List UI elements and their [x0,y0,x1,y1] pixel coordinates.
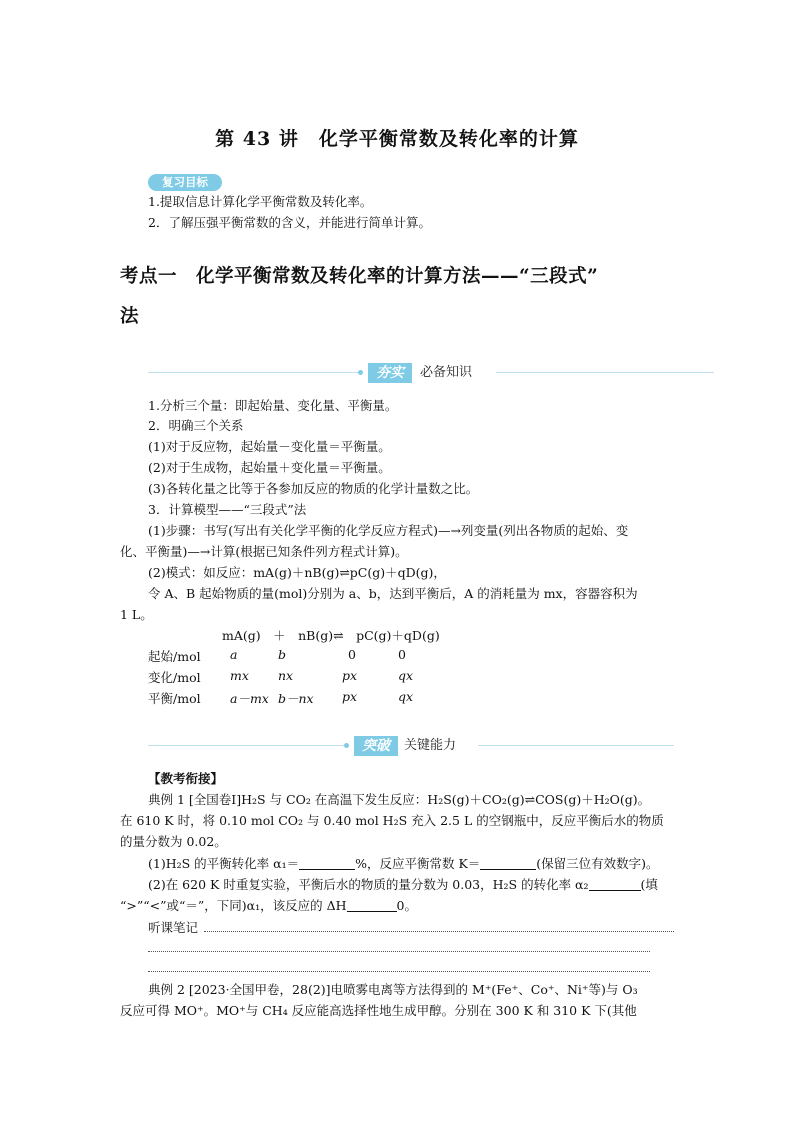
banner-rule-right [496,372,714,373]
cell-initial-c: 0 [348,647,356,662]
q1-text-c: (保留三位有效数字)。 [536,856,659,871]
knowledge-line-7: (1)步骤：书写(写出有关化学平衡的化学反应方程式)—→列变量(列出各物质的起始、变 [148,523,629,538]
essential-knowledge-banner [148,362,714,384]
cell-eq-b: b－nx [278,691,314,706]
objective-1: 1.提取信息计算化学平衡常数及转化率。 [148,194,373,209]
notes-line-2[interactable] [148,951,650,952]
knowledge-line-4: (2)对于生成物，起始量＋变化量＝平衡量。 [148,460,391,475]
answer-blank-alpha2[interactable] [589,878,641,891]
notes-line-1[interactable] [204,931,674,932]
knowledge-line-8: 化、平衡量)—→计算(根据已知条件列方程式计算)。 [120,544,408,559]
review-objectives-badge: 复习目标 [148,174,222,191]
banner2-text: 关键能力 [404,738,457,753]
knowledge-line-3: (1)对于反应物，起始量－变化量＝平衡量。 [148,439,391,454]
example2-line-2: 反应可得 MO⁺。MO⁺与 CH₄ 反应能高选择性地生成甲醇。分别在 300 K 和 310 K 下(其他 [120,1003,637,1018]
cell-eq-c: px [342,689,358,704]
cell-eq-d: qx [398,689,414,704]
example1-question-1 [148,854,659,874]
cell-change-b: nx [278,668,294,683]
cell-change-c: px [342,668,358,683]
notes-label: 听课笔记 [148,920,199,935]
banner2-rule-left [148,745,344,746]
knowledge-line-1: 1.分析三个量：即起始量、变化量、平衡量。 [148,398,398,413]
row-label-change: 变化/mol [148,670,201,685]
banner-text: 必备知识 [420,365,473,380]
q2-text-a: (2)在 620 K 时重复实验，平衡后水的物质的量分数为 0.03，H₂S 的转化率 α₂ [148,877,589,892]
section-heading: 考点一 化学平衡常数及转化率的计算方法——“三段式” [120,266,599,287]
banner2-dot [344,743,349,748]
row-label-initial: 起始/mol [148,649,201,664]
objective-2: 2．了解压强平衡常数的含义，并能进行简单计算。 [148,215,431,230]
cell-initial-d: 0 [398,647,406,662]
cell-initial-b: b [278,647,287,662]
cell-eq-a: a－mx [230,691,269,706]
banner2-rule-right [478,745,674,746]
q2-text-d: 0。 [396,898,417,913]
section-heading-cont: 法 [120,306,140,327]
example1-line-2: 在 610 K 时，将 0.10 mol CO₂ 与 0.40 mol H₂S 充入 2.5 L 的空钢瓶中，反应平衡后水的物质 [120,813,664,828]
knowledge-line-9: (2)模式：如反应：mA(g)＋nB(g)⇌pC(g)＋qD(g)， [148,565,446,580]
knowledge-line-6: 3．计算模型——“三段式”法 [148,502,307,517]
banner-tag: 夯实 [368,363,412,383]
q1-text-a: (1)H₂S 的平衡转化率 α₁＝ [148,856,300,871]
notes-line-3[interactable] [148,971,650,972]
cell-change-d: qx [398,668,414,683]
example1-question-2 [148,875,658,895]
answer-blank-alpha1[interactable] [299,857,355,870]
table-equation: mA(g) ＋ nB(g)⇌ pC(g)＋qD(g) [222,628,440,643]
banner-rule-left [148,372,358,373]
example1-line-3: 的量分数为 0.02。 [120,834,227,849]
answer-blank-K[interactable] [480,857,536,870]
cell-change-a: mx [230,668,249,683]
knowledge-line-5: (3)各转化量之比等于各参加反应的物质的化学计量数之比。 [148,481,479,496]
key-ability-banner [148,735,674,757]
knowledge-line-11: 1 L。 [120,607,153,622]
q1-text-b: %，反应平衡常数 K＝ [355,856,481,871]
banner-dot [358,370,363,375]
example1-question-2-cont [120,896,417,916]
example1-line-1: 典例 1 [全国卷Ⅰ]H₂S 与 CO₂ 在高温下发生反应：H₂S(g)＋CO₂(g)⇌COS(g)＋H₂O(g)。 [148,792,651,807]
banner2-tag: 突破 [354,736,398,756]
knowledge-line-2: 2．明确三个关系 [148,418,244,433]
q2-text-c: “>”“<”或“＝”，下同)α₁，该反应的 ΔH [120,898,347,913]
page-title: 第 43 讲 化学平衡常数及转化率的计算 [215,128,579,150]
q2-text-b: (填 [640,877,658,892]
row-label-equilibrium: 平衡/mol [148,691,201,706]
cell-initial-a: a [230,647,238,662]
example2-line-1: 典例 2 [2023·全国甲卷，28(2)]电喷雾电离等方法得到的 M⁺(Fe⁺、Co⁺、Ni⁺等)与 O₃ [148,982,638,997]
answer-blank-deltaH[interactable] [347,899,397,912]
knowledge-line-10: 令 A、B 起始物质的量(mol)分别为 a、b，达到平衡后，A 的消耗量为 mx，容器容积为 [148,586,638,601]
teach-exam-header: 【教考衔接】 [148,771,224,786]
